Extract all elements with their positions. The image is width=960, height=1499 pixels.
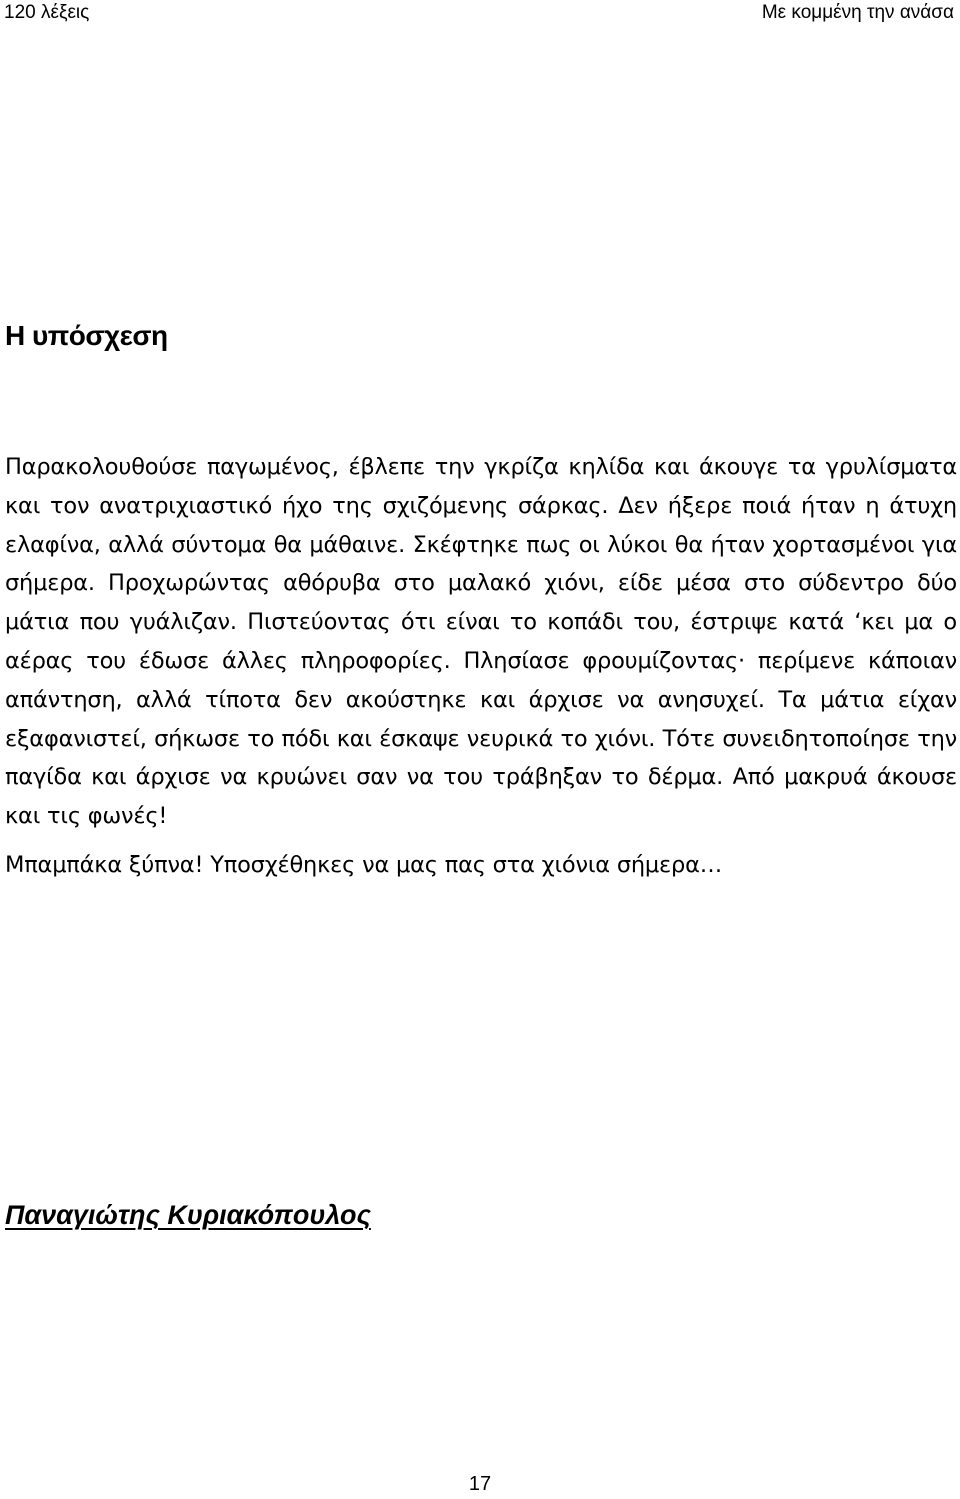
story-paragraph: Μπαμπάκα ξύπνα! Υποσχέθηκες να μας πας στα χιόνια σήμερα… (5, 851, 723, 878)
story-title: Η υπόσχεση (5, 320, 168, 351)
story-paragraph: Παρακολουθούσε παγωμένος, έβλεπε την γκρίζα κηλίδα και άκουγε τα γρυλίσματα και τον ανατριχιαστικό ήχο της σχιζόμενης σάρκας. Δεν ήξερε ποιά ήταν η άτυχη ελαφίνα, αλλά σύντομα θα μάθαινε. Σκέφτηκε πως οι λύκοι θα ήταν χορτασμένοι για σήμερα. Προχωρώντας αθόρυβα στο μαλακό χιόνι, είδε μέσα στο σύδεντρο δύο μάτια που γυάλιζαν. Πιστεύοντας ότι είναι το κοπάδι του, έστριψε κατά ‘κει μα ο αέρας του έδωσε άλλες πληροφορίες. Πλησίασε φρουμίζοντας· περίμενε κάποιαν απάντηση, αλλά τίποτα δεν ακούστηκε και άρχισε να ανησυχεί. Τα μάτια είχαν εξαφανιστεί, σήκωσε το πόδι και έσκαψε νευρικά το χιόνι. Τότε συνειδητοποίησε την παγίδα και άρχισε να κρυώνει σαν να του τράβηξαν το δέρμα. Από μακρυά άκουσε και τις φωνές! (5, 454, 957, 830)
word-count-label: 120 λέξεις (4, 2, 90, 23)
author-name: Παναγιώτης Κυριακόπουλος (5, 1200, 371, 1230)
running-header (0, 0, 960, 30)
story-body (5, 448, 957, 885)
page-number: 17 (468, 1473, 492, 1495)
section-title: Με κομμένη την ανάσα (761, 2, 954, 23)
